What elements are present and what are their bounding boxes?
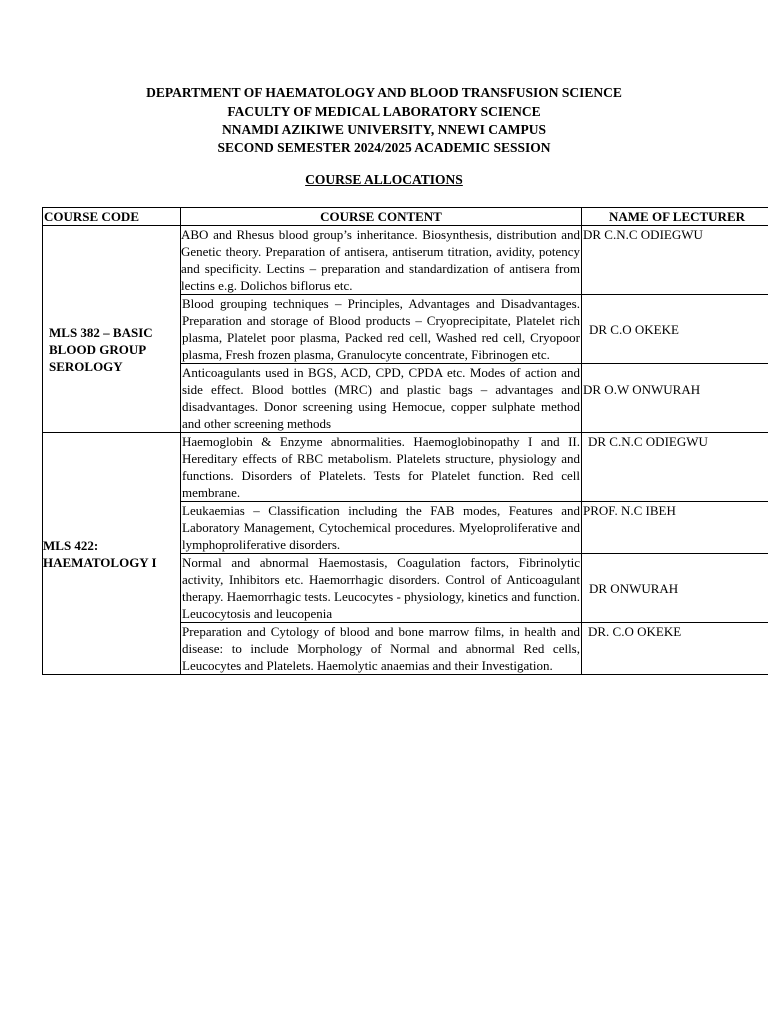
lecturer-cell: DR C.N.C ODIEGWU [582,226,768,295]
lecturer-cell: DR ONWURAH [582,554,768,623]
university-title: NNAMDI AZIKIWE UNIVERSITY, NNEWI CAMPUS [222,122,546,137]
course-content-cell: Anticoagulants used in BGS, ACD, CPD, CPDA etc. Modes of action and side effect. Blood bottles (MRC) and plastic bags – advantages and disadvantages. Donor screening using Hemocue, copper sulphate method and other screening methods [182,365,580,431]
header-course-code: COURSE CODE [43,208,181,226]
department-title: DEPARTMENT OF HAEMATOLOGY AND BLOOD TRANSFUSION SCIENCE [146,85,622,100]
course-allocations-title: COURSE ALLOCATIONS [305,172,463,187]
header-lecturer: NAME OF LECTURER [582,208,768,226]
course-content-cell: Blood grouping techniques – Principles, Advantages and Disadvantages. Preparation and storage of Blood products – Cryoprecipitate, Platelet rich plasma, Platelet poor plasma, Packed red cell, Washed red cell, Cryopoor plasma, Fresh frozen plasma, Granulocyte concentrate, Fibrinogen etc. [182,296,580,362]
faculty-title: FACULTY OF MEDICAL LABORATORY SCIENCE [227,104,541,119]
table-row [43,226,768,295]
document-header [0,84,768,157]
course-code-mls422: MLS 422: HAEMATOLOGY I [43,433,181,675]
session-title: SECOND SEMESTER 2024/2025 ACADEMIC SESSION [217,140,551,155]
lecturer-cell: PROF. N.C IBEH [582,502,768,554]
lecturer-cell: DR. C.O OKEKE [582,623,768,675]
course-content-cell: Leukaemias – Classification including the FAB modes, Features and Laboratory Management, Cytochemical procedures. Myeloproliferative and lymphoproliferative disorders. [182,503,580,552]
course-content-cell: Haemoglobin & Enzyme abnormalities. Haemoglobinopathy I and II. Hereditary effects of RBC metabolism. Platelets structure, physiology and functions. Disorders of Platelets. Tests for Platelet function. Red cell membrane. [182,434,580,500]
table-row [43,433,768,502]
lecturer-cell: DR C.O OKEKE [582,295,768,364]
course-code-mls382: MLS 382 – BASIC BLOOD GROUP SEROLOGY [43,226,181,433]
lecturer-cell: DR C.N.C ODIEGWU [582,433,768,502]
course-content-cell: Normal and abnormal Haemostasis, Coagulation factors, Fibrinolytic activity, Inhibitors etc. Haemorrhagic disorders. Control of Anticoagulant therapy. Haemorrhagic tests. Leucocytes - physiology, kinetics and function. Leucocytosis and leucopenia [182,555,580,621]
course-content-cell: Preparation and Cytology of blood and bone marrow films, in health and disease: to include Morphology of Normal and abnormal Red cells, Leucocytes and Platelets. Haemolytic anaemias and their Investigation. [182,624,580,673]
lecturer-cell: DR O.W ONWURAH [582,364,768,433]
course-content-cell: ABO and Rhesus blood group’s inheritance. Biosynthesis, distribution and Genetic theory. Preparation of antisera, antiserum titration, avidity, potency and specificity. Lectins – preparation and standardization of antisera from lectins e.g. Dolichos biflorus etc. [181,227,580,293]
table-header-row [43,208,768,226]
header-course-content: COURSE CONTENT [181,208,582,226]
course-allocation-table [42,207,768,675]
